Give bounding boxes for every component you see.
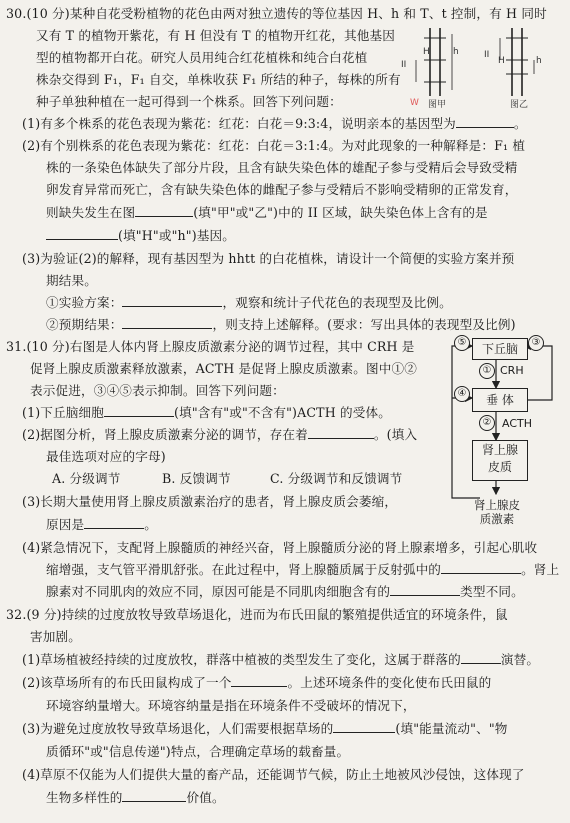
q31-sub4-line3: 腺素对不同肌肉的效应不同，原因可能是不同肌肉细胞含有的 类型不同。 — [46, 584, 524, 599]
q31-line2: 促肾上腺皮质激素释放激素，ACTH 是促肾上腺皮质激素。图中①② — [30, 361, 417, 376]
q31-sub2-line2: 最佳选项对应的字母) — [46, 449, 166, 464]
answer-blank[interactable] — [456, 116, 514, 128]
q30-sub3-line1: (3)为验证(2)的解释，现有基因型为 hhtt 的白花植株，请设计一个简便的实验方案并预 — [22, 251, 515, 266]
fig2-h-label: h — [536, 56, 542, 66]
q30-sub3-result: ②预期结果： ，则支持上述解释。(要求：写出具体的表现型及比例) — [46, 317, 516, 332]
answer-blank[interactable] — [122, 317, 212, 329]
q31-sub3-line1: (3)长期大量使用肾上腺皮质激素治疗的患者，肾上腺皮质会萎缩， — [22, 494, 398, 509]
q32-line2: 害加剧。 — [30, 629, 81, 644]
q32-sub4-line1: (4)草原不仅能为人们提供大量的畜产品，还能调节气候，防止土地被风沙侵蚀，这体现了 — [22, 767, 525, 782]
circle-5: ⑤ — [454, 335, 470, 351]
q32-sub3-line2: 质循环"或"信息传递")特点，合理确定草场的载畜量。 — [46, 744, 350, 759]
pituitary-box: 垂 体 — [472, 388, 528, 412]
fig1-II-label: II — [401, 60, 407, 70]
fig1-caption: 图甲 — [428, 100, 447, 110]
q30-sub3-plan: ①实验方案： ，观察和统计子代花色的表现型及比例。 — [46, 295, 452, 310]
q30-sub3-line2: 期结果。 — [46, 273, 97, 288]
q31-line3: 表示促进，③④⑤表示抑制。回答下列问题： — [30, 383, 285, 398]
answer-blank[interactable] — [231, 675, 287, 687]
q31-sub3-line2: 原因是 。 — [46, 517, 157, 532]
q31-sub1: (1)下丘脑细胞 (填"含有"或"不含有")ACTH 的受体。 — [22, 405, 391, 420]
q32-sub3-line1: (3)为避免过度放牧导致草场退化，人们需要根据草场的 (填"能量流动"、"物 — [22, 721, 508, 736]
crh-label: CRH — [500, 364, 524, 377]
q30-sub2-line4: 则缺失发生在图 (填"甲"或"乙")中的 II 区域，缺失染色体上含有的是 — [46, 205, 488, 220]
figure-jia — [416, 28, 452, 96]
fig1-H-label: H — [423, 47, 430, 57]
q32-sub2-line1: (2)该草场所有的布氏田鼠构成了一个 。上述环境条件的变化使布氏田鼠的 — [22, 675, 492, 690]
option-a: A. 分级调节 — [52, 471, 121, 486]
q30-line2: 又有 T 的植物开紫花，有 H 但没有 T 的植物开红花，其他基因 — [36, 28, 396, 43]
answer-blank[interactable] — [461, 652, 501, 664]
q30-sub2-line1: (2)有个别株系的花色表现为紫花：红花：白花＝3:1:4。为对此现象的一种解释是：F₁ 植 — [22, 138, 526, 153]
q31-sub4-line2: 缩增强，支气管平滑肌舒张。在此过程中，肾上腺髓质属于反射弧中的 。肾上 — [46, 562, 560, 577]
fig2-caption: 图乙 — [510, 100, 529, 110]
answer-blank[interactable] — [135, 205, 193, 217]
q31-sub2-line1: (2)据图分析，肾上腺皮质激素分泌的调节，存在着 。(填入 — [22, 427, 418, 442]
fig2-H-label: H — [498, 56, 505, 66]
option-c: C. 分级调节和反馈调节 — [270, 471, 403, 486]
chromosome-figures — [394, 24, 564, 112]
q32-sub1: (1)草场植被经持续的过度放牧，群落中植被的类型发生了变化，这属于群落的 演替。 — [22, 652, 540, 667]
q30-sub2-line2: 株的一条染色体缺失了部分片段，且含有缺失染色体的雄配子参与受精后会导致受精 — [46, 160, 518, 175]
watermark: W — [410, 98, 419, 108]
answer-blank[interactable] — [122, 790, 186, 802]
circle-4: ④ — [454, 386, 470, 402]
figure-yi — [500, 28, 534, 96]
q32-sub2-line2: 环境容纳量增大。环境容纳量是指在环境条件不受破坏的情况下， — [46, 698, 416, 713]
q30-line3: 型的植物都开白花。研究人员用纯合红花植株和纯合白花植 — [36, 50, 368, 65]
q30-line1: 30.(10 分)某种自花受粉植物的花色由两对独立遗传的等位基因 H、h 和 T、t 控制，有 H 同时 — [6, 6, 547, 21]
acth-label: ACTH — [502, 417, 533, 430]
q32-sub4-line2: 生物多样性的 价值。 — [46, 790, 225, 805]
q30-sub2-line3: 卵发育异常而死亡，含有缺失染色体的雌配子参与受精后不影响受精卵的正常发育， — [46, 182, 518, 197]
circle-2: ② — [479, 415, 495, 431]
q30-line5: 种子单独种植在一起可得到一个株系。回答下列问题： — [36, 94, 342, 109]
answer-blank[interactable] — [122, 295, 222, 307]
q30-sub2-line5: (填"H"或"h")基因。 — [46, 228, 235, 243]
circle-1: ① — [479, 363, 495, 379]
option-b: B. 反馈调节 — [162, 471, 231, 486]
adrenal-hormone-label: 肾上腺皮 质激素 — [474, 498, 520, 526]
answer-blank[interactable] — [46, 228, 118, 240]
answer-blank[interactable] — [104, 405, 174, 417]
answer-blank[interactable] — [441, 562, 521, 574]
hypothalamus-box: 下丘脑 — [472, 338, 528, 360]
adrenal-cortex-box: 肾上腺 皮质 — [472, 440, 528, 481]
answer-blank[interactable] — [333, 721, 395, 733]
q31-sub4-line1: (4)紧急情况下，支配肾上腺髓质的神经兴奋，肾上腺髓质分泌的肾上腺素增多，引起心肌收 — [22, 540, 538, 555]
answer-blank[interactable] — [84, 517, 144, 529]
q31-line1: 31.(10 分)右图是人体内肾上腺皮质激素分泌的调节过程，其中 CRH 是 — [6, 339, 415, 354]
fig2-II-label: II — [484, 50, 490, 60]
fig1-h-label: h — [453, 47, 459, 57]
q30-sub1: (1)有多个株系的花色表现为紫花：红花：白花＝9:3:4，说明亲本的基因型为 。 — [22, 116, 527, 131]
q32-line1: 32.(9 分)持续的过度放牧导致草场退化，进而为布氏田鼠的繁殖提供适宜的环境条件，鼠 — [6, 607, 508, 622]
answer-blank[interactable] — [308, 427, 374, 439]
answer-blank[interactable] — [390, 584, 460, 596]
q30-line4: 株杂交得到 F₁，F₁ 自交，单株收获 F₁ 所结的种子，每株的所有 — [36, 72, 401, 87]
circle-3: ③ — [528, 335, 544, 351]
